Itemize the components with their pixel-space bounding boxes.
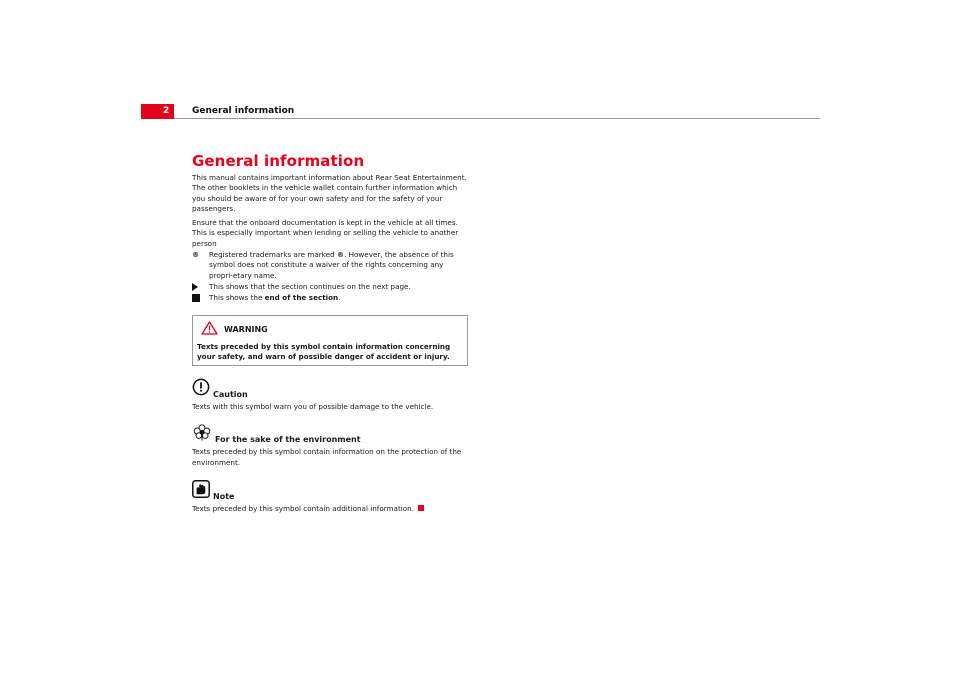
legend-end: This shows the end of the section. xyxy=(192,293,468,303)
environment-text: Texts preceded by this symbol contain information on the protection of the environment. xyxy=(192,447,462,467)
legend-continues: This shows that the section continues on the next page. xyxy=(192,282,468,292)
legend-registered: ® Registered trademarks are marked ®. However, the absence of this symbol does not constitute a waiver of the rights concerning any propri-etary name. xyxy=(192,250,454,280)
main-column xyxy=(192,152,468,514)
page-number-badge xyxy=(141,104,174,119)
note-text: Texts preceded by this symbol contain additional information. xyxy=(192,504,468,514)
warning-text: Texts preceded by this symbol contain information concerning your safety, and warn of possible danger of accident or injury. xyxy=(197,341,451,361)
end-square-icon xyxy=(192,294,200,302)
page-number: 2 xyxy=(163,106,170,116)
environment-flower-icon xyxy=(192,424,212,445)
environment-heading: For the sake of the environment xyxy=(192,424,468,445)
caution-heading: Caution xyxy=(192,378,468,400)
warning-heading: WARNING xyxy=(197,320,463,339)
running-head: General information xyxy=(192,106,295,116)
section-end-marker xyxy=(418,505,424,511)
page-title: General information xyxy=(192,152,365,170)
caution-icon xyxy=(192,378,210,400)
note-heading: Note xyxy=(192,480,468,502)
caution-text: Texts with this symbol warn you of possible damage to the vehicle. xyxy=(192,402,434,412)
warning-triangle-icon xyxy=(201,320,218,339)
arrow-right-icon xyxy=(192,283,198,291)
warning-box xyxy=(192,315,468,367)
registered-mark: ® xyxy=(192,250,200,260)
note-info-icon xyxy=(192,480,210,502)
documentation-paragraph: Ensure that the onboard documentation is kept in the vehicle at all times. This is especially important when lending or selling the vehicle to another person xyxy=(192,218,459,248)
intro-paragraph: This manual contains important information about Rear Seat Entertainment. The other booklets in the vehicle wallet contain further information which you should be aware of for your own safety and for the safety of your passengers. xyxy=(192,173,467,213)
header-rule xyxy=(174,118,820,119)
